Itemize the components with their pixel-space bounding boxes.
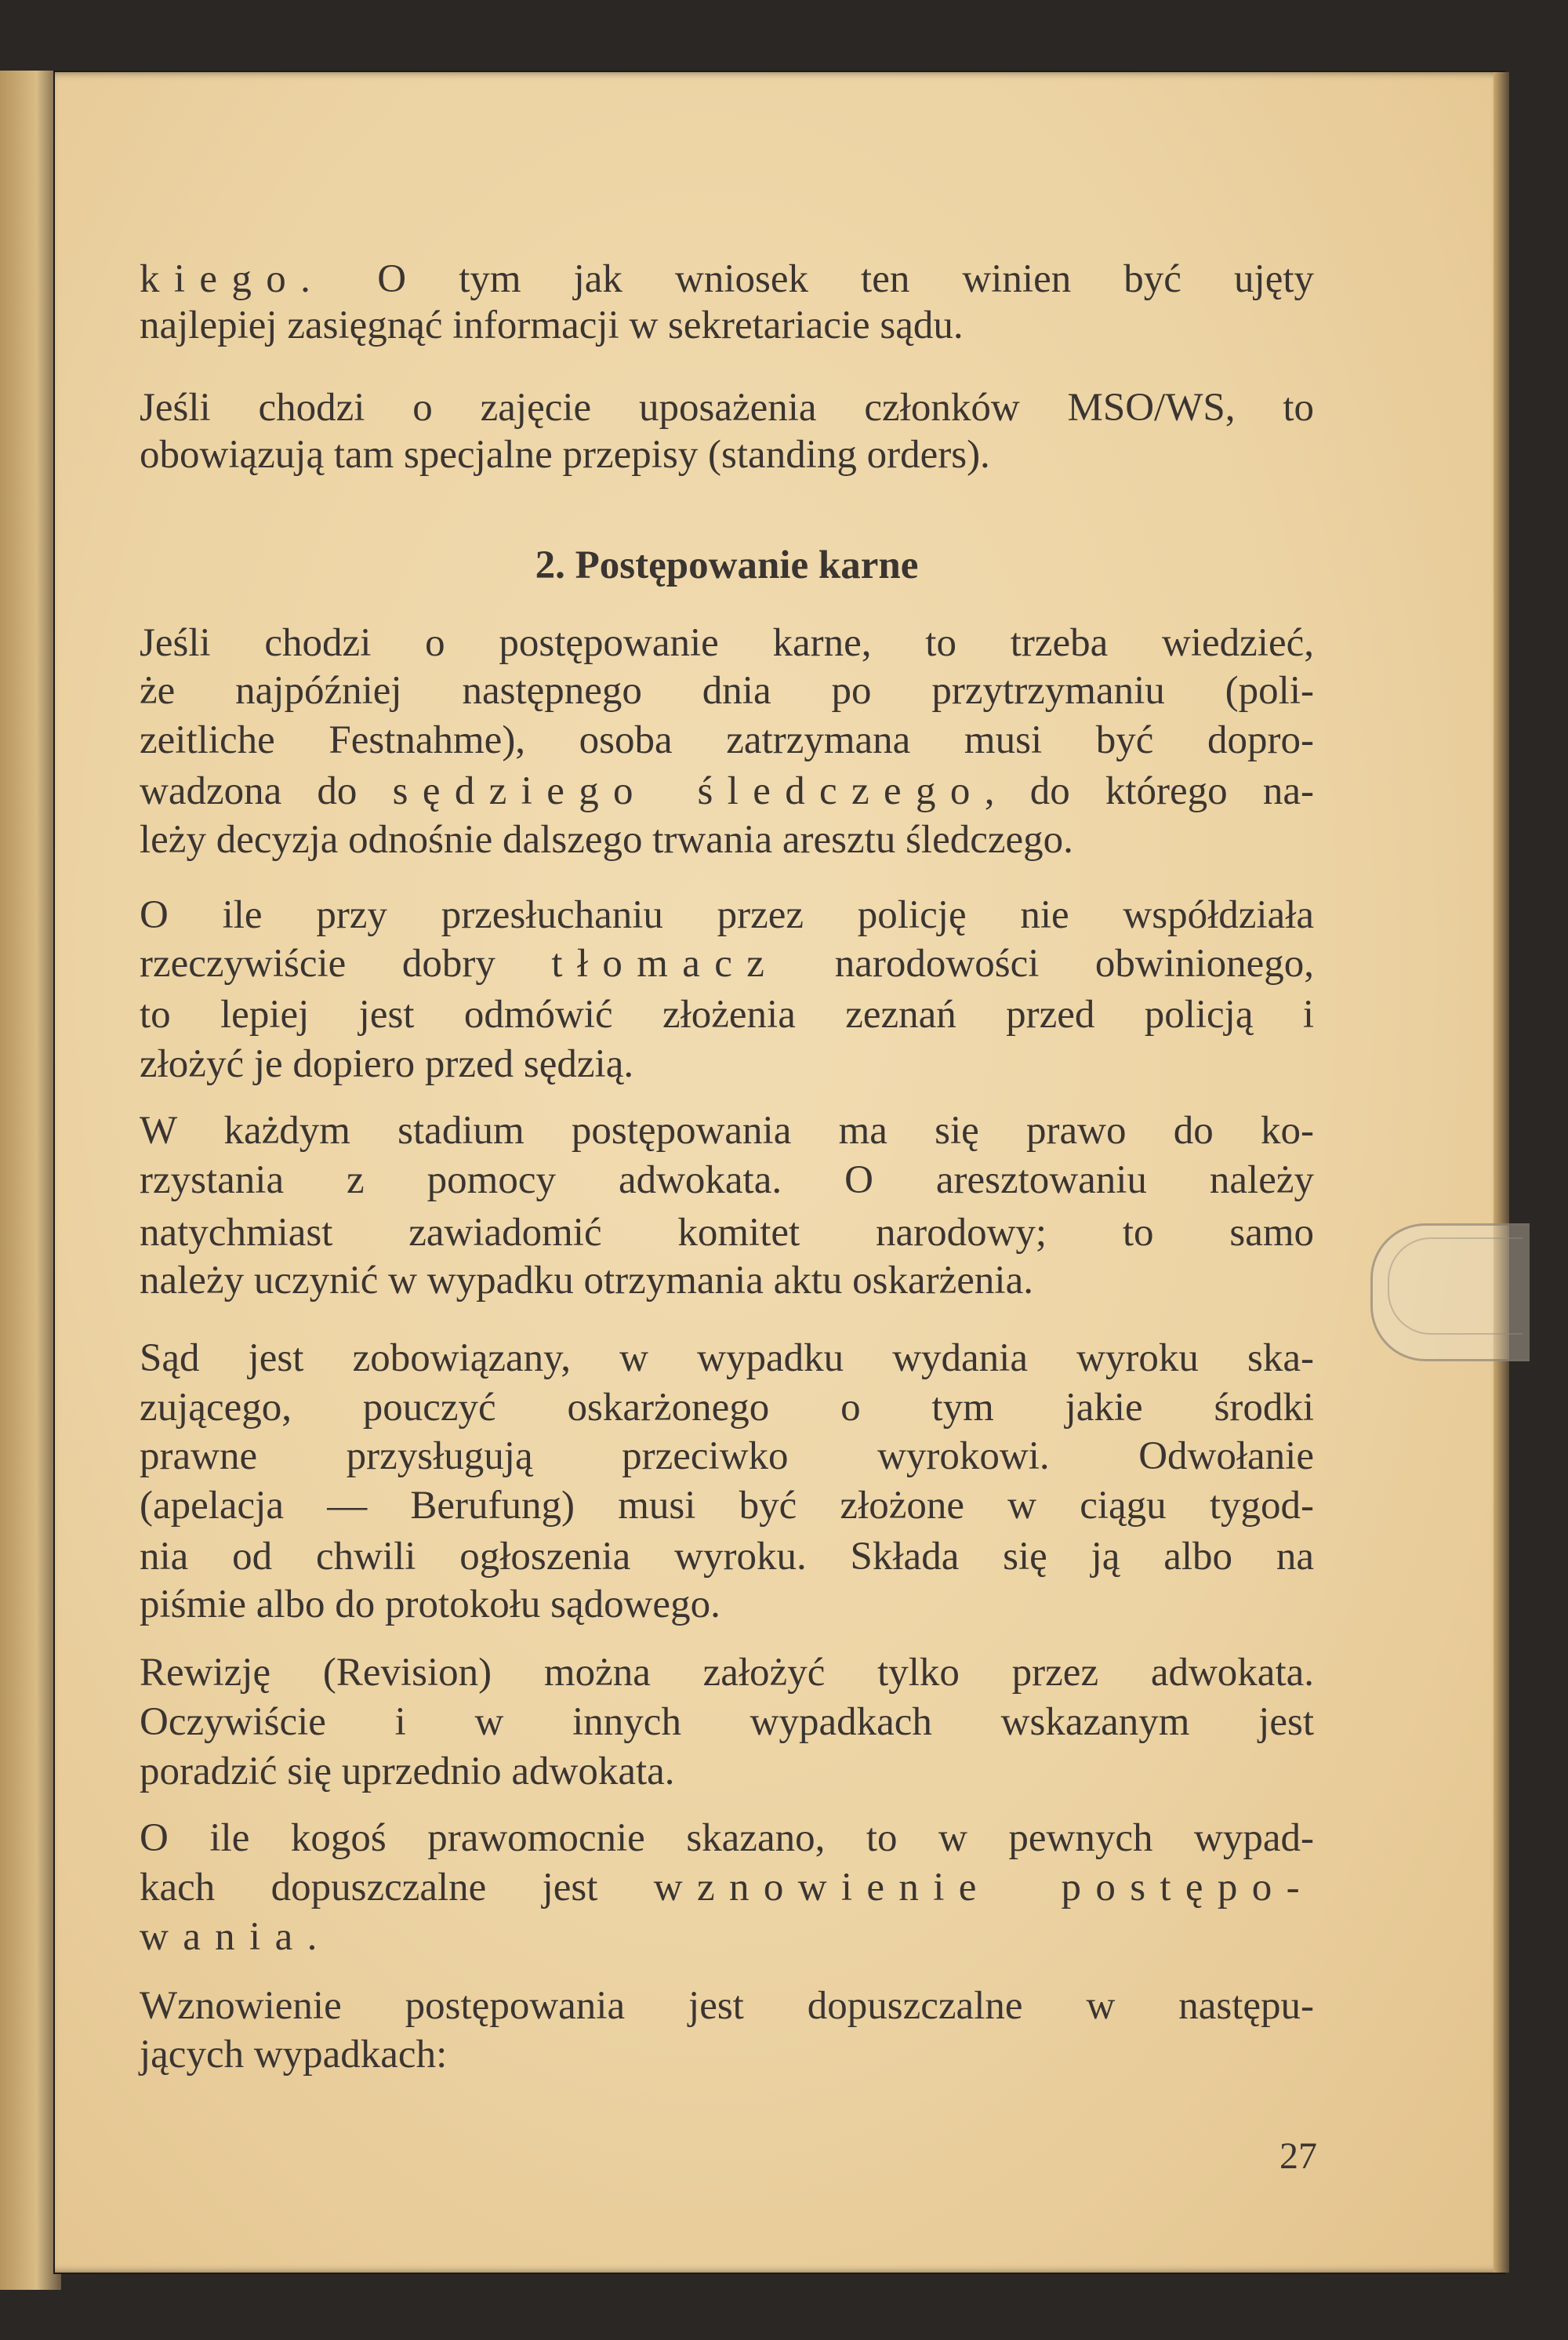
text-line (140, 939, 1314, 988)
text-line (140, 1481, 1314, 1530)
text-line (140, 1256, 1314, 1305)
text-line (140, 1982, 1314, 2030)
text-segment: O ile przy przesłuchaniu przez policję nie współdziała (140, 893, 1314, 937)
text-line (140, 1698, 1314, 1746)
emphasized-spaced-text: sędziego śledczego (392, 769, 985, 813)
text-segment: najlepiej zasięgnąć informacji w sekretariacie sądu. (140, 303, 964, 347)
text-line (140, 667, 1314, 715)
emphasized-spaced-text: wania. (140, 1915, 332, 1959)
text-line (140, 767, 1314, 816)
text-segment: O tym jak wniosek ten winien być ujęty (325, 257, 1314, 301)
emphasized-spaced-text: wznowienie postępo- (653, 1866, 1314, 1909)
text-line (140, 1648, 1314, 1697)
text-segment: Sąd jest zobowiązany, w wypadku wydania wyroku ska- (140, 1336, 1314, 1380)
text-segment: Jeśli chodzi o zajęcie uposażenia członków MSO/WS, to (140, 386, 1314, 430)
text-line (140, 1334, 1314, 1383)
page-number: 27 (1279, 2135, 1317, 2177)
text-line (140, 1383, 1314, 1432)
text-line (140, 1040, 1314, 1088)
text-line (140, 255, 1314, 303)
text-segment: natychmiast zawiadomić komitet narodowy; to samo (140, 1211, 1314, 1255)
text-segment: obowiązują tam specjalne przepisy (standing orders). (140, 433, 990, 477)
text-line (140, 301, 1314, 350)
text-segment: O ile kogoś prawomocnie skazano, to w pewnych wypad- (140, 1816, 1314, 1860)
text-line (140, 1208, 1314, 1257)
text-line (140, 1814, 1314, 1862)
text-segment: , do którego na- (984, 769, 1314, 813)
text-segment: zeitliche Festnahme), osoba zatrzymana musi być dopro- (140, 718, 1314, 762)
text-segment: należy uczynić w wypadku otrzymania aktu oskarżenia. (140, 1259, 1033, 1303)
text-segment: Rewizję (Revision) można założyć tylko przez adwokata. (140, 1651, 1314, 1695)
text-segment: poradzić się uprzednio adwokata. (140, 1750, 675, 1793)
text-line (140, 990, 1314, 1039)
text-line (140, 816, 1314, 864)
text-line (140, 716, 1314, 765)
text-segment: rzystania z pomocy adwokata. O aresztowaniu należy (140, 1158, 1314, 1202)
text-line (140, 1747, 1314, 1796)
text-segment: złożyć je dopiero przed sędzią. (140, 1042, 634, 1086)
text-segment: kach dopuszczalne jest (140, 1866, 654, 1909)
text-segment: że najpóźniej następnego dnia po przytrzymaniu (poli- (140, 669, 1314, 713)
text-line (140, 431, 1314, 479)
text-line (140, 619, 1314, 667)
text-line (140, 1156, 1314, 1205)
text-line (140, 1913, 1314, 1961)
page-edge (1494, 72, 1509, 2273)
text-line (140, 2030, 1314, 2079)
text-segment: Jeśli chodzi o postępowanie karne, to trzeba wiedzieć, (140, 621, 1314, 665)
text-segment: prawne przysługują przeciwko wyrokowi. Odwołanie (140, 1434, 1314, 1478)
text-segment: wadzona do (140, 769, 393, 813)
text-line (140, 891, 1314, 939)
text-segment: W każdym stadium postępowania ma się prawo do ko- (140, 1109, 1314, 1153)
text-segment: piśmie albo do protokołu sądowego. (140, 1582, 720, 1626)
text-line (140, 1580, 1314, 1629)
text-line (140, 1532, 1314, 1581)
text-segment: jących wypadkach: (140, 2033, 448, 2077)
text-line (140, 1432, 1314, 1481)
text-segment: rzeczywiście dobry (140, 942, 552, 986)
left-page-edge (0, 71, 61, 2290)
text-segment: leży decyzja odnośnie dalszego trwania aresztu śledczego. (140, 818, 1073, 862)
text-segment: zującego, pouczyć oskarżonego o tym jakie środki (140, 1386, 1314, 1430)
emphasized-spaced-text: kiego. (140, 257, 325, 301)
section-heading (140, 541, 1314, 590)
text-segment: (apelacja — Berufung) musi być złożone w ciągu tygod- (140, 1484, 1314, 1528)
text-segment: 2. Postępowanie karne (535, 543, 919, 587)
text-segment: narodowości obwinionego, (779, 942, 1314, 986)
text-segment: nia od chwili ogłoszenia wyroku. Składa się ją albo na (140, 1535, 1314, 1579)
text-segment: Oczywiście i w innych wypadkach wskazanym jest (140, 1700, 1314, 1744)
text-segment: Wznowienie postępowania jest dopuszczalne w następu- (140, 1984, 1314, 2028)
text-segment: to lepiej jest odmówić złożenia zeznań przed policją i (140, 993, 1314, 1037)
text-line (140, 383, 1314, 432)
plastic-clip-inner (1388, 1237, 1523, 1335)
text-line (140, 1106, 1314, 1155)
emphasized-spaced-text: tłomacz (551, 942, 779, 986)
text-line (140, 1863, 1314, 1912)
